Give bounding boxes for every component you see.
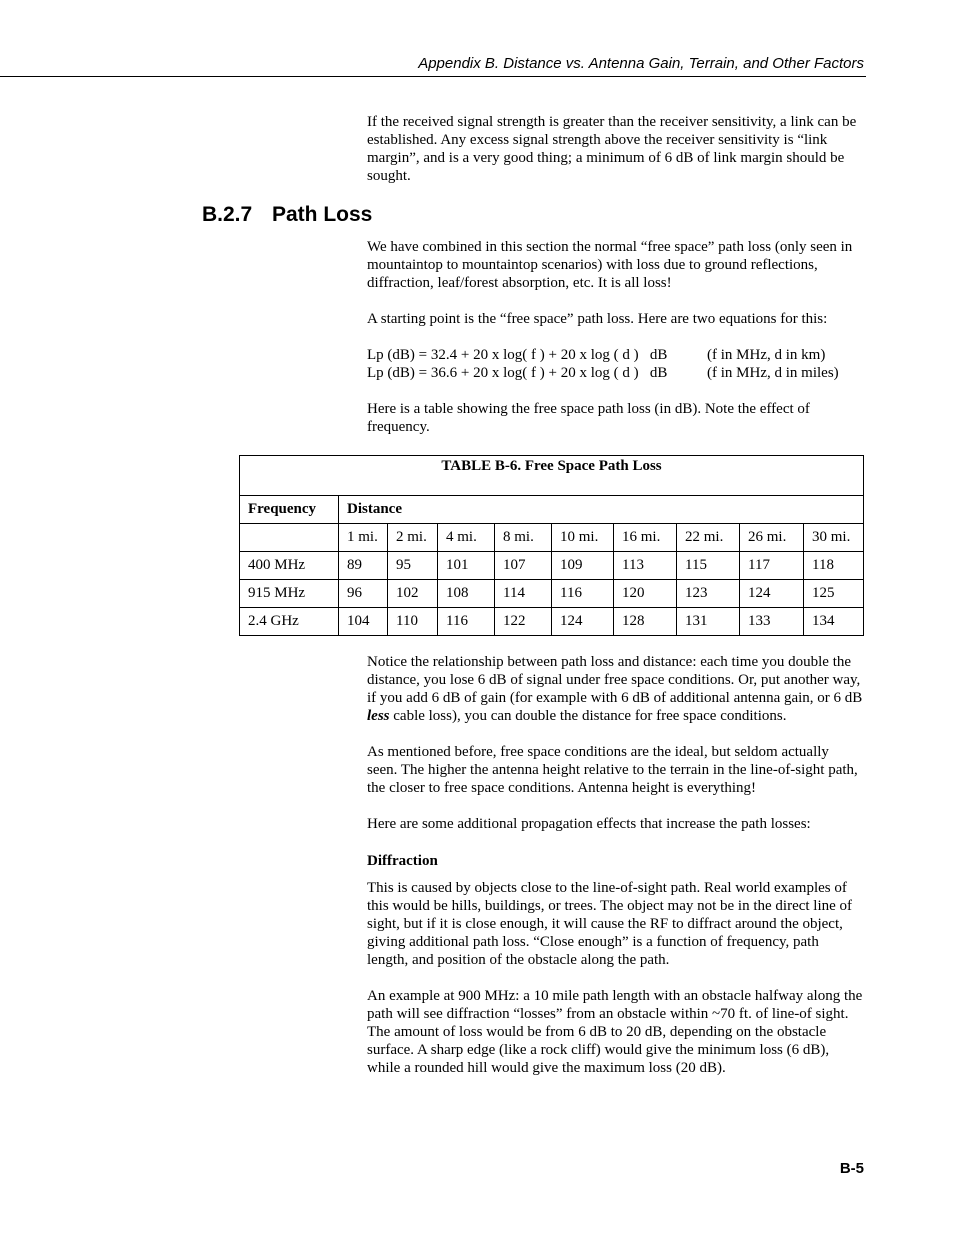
value-cell: 102 [388, 580, 438, 608]
value-cell: 131 [677, 608, 740, 636]
notice-emphasis: less [367, 708, 390, 724]
page-number: B-5 [839, 1160, 864, 1177]
distance-cell: 22 mi. [677, 524, 740, 552]
value-cell: 109 [552, 552, 614, 580]
post-table-block [367, 653, 863, 1077]
free-space-path-loss-table [239, 455, 864, 636]
value-cell: 95 [388, 552, 438, 580]
value-cell: 115 [677, 552, 740, 580]
intro-paragraph: If the received signal strength is greater than the receiver sensitivity, a link can be established. Any excess signal strength above the receiver sensitivity is “link margin”, and is a very good thing; a minimum of 6 dB of link margin should be sought. [367, 114, 857, 184]
section-heading [202, 203, 372, 227]
intro-paragraph-block [367, 113, 863, 185]
table-row [240, 552, 864, 580]
value-cell: 89 [339, 552, 388, 580]
value-cell: 117 [740, 552, 804, 580]
distance-cell: 30 mi. [804, 524, 864, 552]
paragraph-combined-loss: We have combined in this section the normal “free space” path loss (only seen in mountaintop to mountaintop scenarios) with loss due to ground reflections, diffraction, leaf/forest absorption, etc. It is all loss! [367, 239, 853, 291]
value-cell: 114 [495, 580, 552, 608]
value-cell: 96 [339, 580, 388, 608]
distance-cell: 1 mi. [339, 524, 388, 552]
value-cell: 120 [614, 580, 677, 608]
value-cell: 125 [804, 580, 864, 608]
path-loss-intro-block [367, 238, 863, 436]
value-cell: 110 [388, 608, 438, 636]
value-cell: 118 [804, 552, 864, 580]
distance-cell: 16 mi. [614, 524, 677, 552]
value-cell: 123 [677, 580, 740, 608]
value-cell: 124 [740, 580, 804, 608]
table-caption: TABLE B-6. Free Space Path Loss [240, 456, 864, 496]
header-frequency: Frequency [240, 496, 339, 524]
paragraph-free-space-ideal: As mentioned before, free space conditions are the ideal, but seldom actually seen. The higher the antenna height relative to the terrain in the line-of-sight path, the closer to free space conditions. Antenna height is everything! [367, 744, 858, 796]
distance-cell: 2 mi. [388, 524, 438, 552]
paragraph-starting-point: A starting point is the “free space” path loss. Here are two equations for this: [367, 311, 828, 327]
table-distance-row [240, 524, 864, 552]
equation-miles [367, 364, 863, 382]
paragraph-table-intro: Here is a table showing the free space path loss (in dB). Note the effect of frequency. [367, 401, 810, 435]
equation-units: (f in MHz, d in km) [707, 347, 826, 363]
notice-text-before: Notice the relationship between path loss and distance: each time you double the distance, you lose 6 dB of signal under free space conditions. Or, put another way, if you add 6 dB of gain (for example with 6 dB of additional antenna gain, or 6 dB [367, 654, 863, 706]
value-cell: 101 [438, 552, 495, 580]
table-header-row [240, 496, 864, 524]
frequency-cell: 400 MHz [240, 552, 339, 580]
value-cell: 116 [438, 608, 495, 636]
equation-formula: Lp (dB) = 32.4 + 20 x log( f ) + 20 x log ( d ) dB [367, 347, 668, 363]
value-cell: 108 [438, 580, 495, 608]
running-header: Appendix B. Distance vs. Antenna Gain, Terrain, and Other Factors [418, 55, 864, 72]
frequency-cell: 2.4 GHz [240, 608, 339, 636]
value-cell: 107 [495, 552, 552, 580]
value-cell: 124 [552, 608, 614, 636]
value-cell: 104 [339, 608, 388, 636]
paragraph-notice [367, 653, 863, 725]
distance-cell: 4 mi. [438, 524, 495, 552]
frequency-cell: 915 MHz [240, 580, 339, 608]
equation-km [367, 346, 863, 364]
section-number: B.2.7 [202, 203, 253, 226]
table-row [240, 580, 864, 608]
header-rule [0, 76, 866, 77]
section-title: Path Loss [272, 203, 373, 226]
value-cell: 133 [740, 608, 804, 636]
value-cell: 122 [495, 608, 552, 636]
table-row [240, 608, 864, 636]
diffraction-heading: Diffraction [367, 853, 438, 869]
distance-cell: 10 mi. [552, 524, 614, 552]
equation-block [367, 346, 863, 382]
equation-formula: Lp (dB) = 36.6 + 20 x log( f ) + 20 x log ( d ) dB [367, 365, 668, 381]
header-distance: Distance [339, 496, 864, 524]
blank-cell [240, 524, 339, 552]
distance-cell: 8 mi. [495, 524, 552, 552]
value-cell: 134 [804, 608, 864, 636]
paragraph-diffraction-example: An example at 900 MHz: a 10 mile path length with an obstacle halfway along the path will see diffraction “losses” from an obstacle within ~70 ft. of line-of sight. The amount of loss would be from 6 dB to 20 dB, depending on the obstacle surface. A sharp edge (like a rock cliff) would give the minimum loss (6 dB), while a rounded hill would give the maximum loss (20 dB). [367, 988, 863, 1076]
paragraph-diffraction-cause: This is caused by objects close to the line-of-sight path. Real world examples of this would be hills, buildings, or trees. The object may not be in the direct line of sight, but if it is close enough, it will cause the RF to diffract around the object, giving additional path loss. “Close enough” is a function of frequency, path length, and position of the obstacle along the path. [367, 880, 853, 968]
value-cell: 116 [552, 580, 614, 608]
equation-units: (f in MHz, d in miles) [707, 365, 839, 381]
notice-text-after: cable loss), you can double the distance for free space conditions. [389, 708, 787, 724]
table-caption-row [240, 456, 864, 496]
paragraph-propagation-effects: Here are some additional propagation effects that increase the path losses: [367, 816, 811, 832]
value-cell: 113 [614, 552, 677, 580]
distance-cell: 26 mi. [740, 524, 804, 552]
value-cell: 128 [614, 608, 677, 636]
